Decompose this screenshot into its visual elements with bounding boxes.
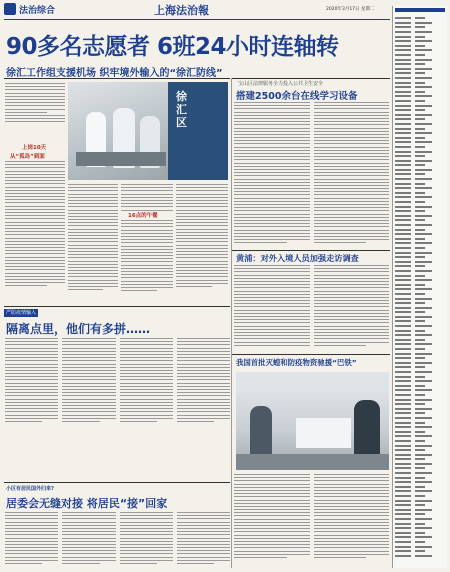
- story1-subhead1: 上岗10天: [22, 145, 47, 151]
- masthead: [4, 3, 392, 17]
- section-title: 法治综合: [19, 6, 56, 16]
- story1-mid-subhead: 16点的午餐: [128, 213, 158, 219]
- main-headline: 90多名志愿者 6班24小时连轴转: [6, 34, 339, 60]
- right-photo-body: [234, 474, 389, 568]
- index-row: [395, 553, 445, 558]
- logo: 上海法治報: [154, 4, 209, 17]
- main-photo: [68, 82, 228, 180]
- story1-col1: [5, 83, 65, 143]
- side-story-body: [234, 102, 389, 248]
- side-title: 搭建2500余台在线学习设备: [236, 91, 358, 102]
- mid-story-title: 黄浦：对外入境人员加强走访调查: [236, 253, 359, 263]
- story2-title: 隔离点里，他们有多拼……: [6, 322, 151, 336]
- section-badge: [4, 3, 16, 15]
- photo-sign: 徐汇区: [176, 90, 187, 129]
- right-photo-title: 我国首批灭蝗和防疫物资驰援“巴铁”: [236, 358, 357, 367]
- story3-body: [5, 512, 230, 568]
- side-kicker: 宝山区法律服务全力投入公共卫生安全: [238, 81, 324, 87]
- story1-col2: [68, 184, 118, 304]
- right-photo: [236, 372, 389, 470]
- story1-col1b: [5, 161, 65, 306]
- index-strip: [392, 6, 447, 568]
- story1-subhead2: 从“孤岛”到面: [10, 154, 45, 160]
- story2-body: [5, 338, 230, 428]
- story3-title: 居委会无缝对接 将居民“接”回家: [6, 497, 168, 510]
- date-line: 2020年3月17日 星期二: [326, 7, 375, 12]
- bar-bottom-label: 小区有居民国外归来?: [6, 486, 54, 492]
- story1-col4: [176, 184, 228, 304]
- sub-headline: 徐汇工作组支援机场 织牢境外输入的“徐汇防线”: [6, 68, 223, 79]
- bar-left-label: 严防疫情输入: [6, 310, 37, 316]
- story1-col3b: [121, 220, 173, 305]
- mid-story-body: [234, 265, 389, 351]
